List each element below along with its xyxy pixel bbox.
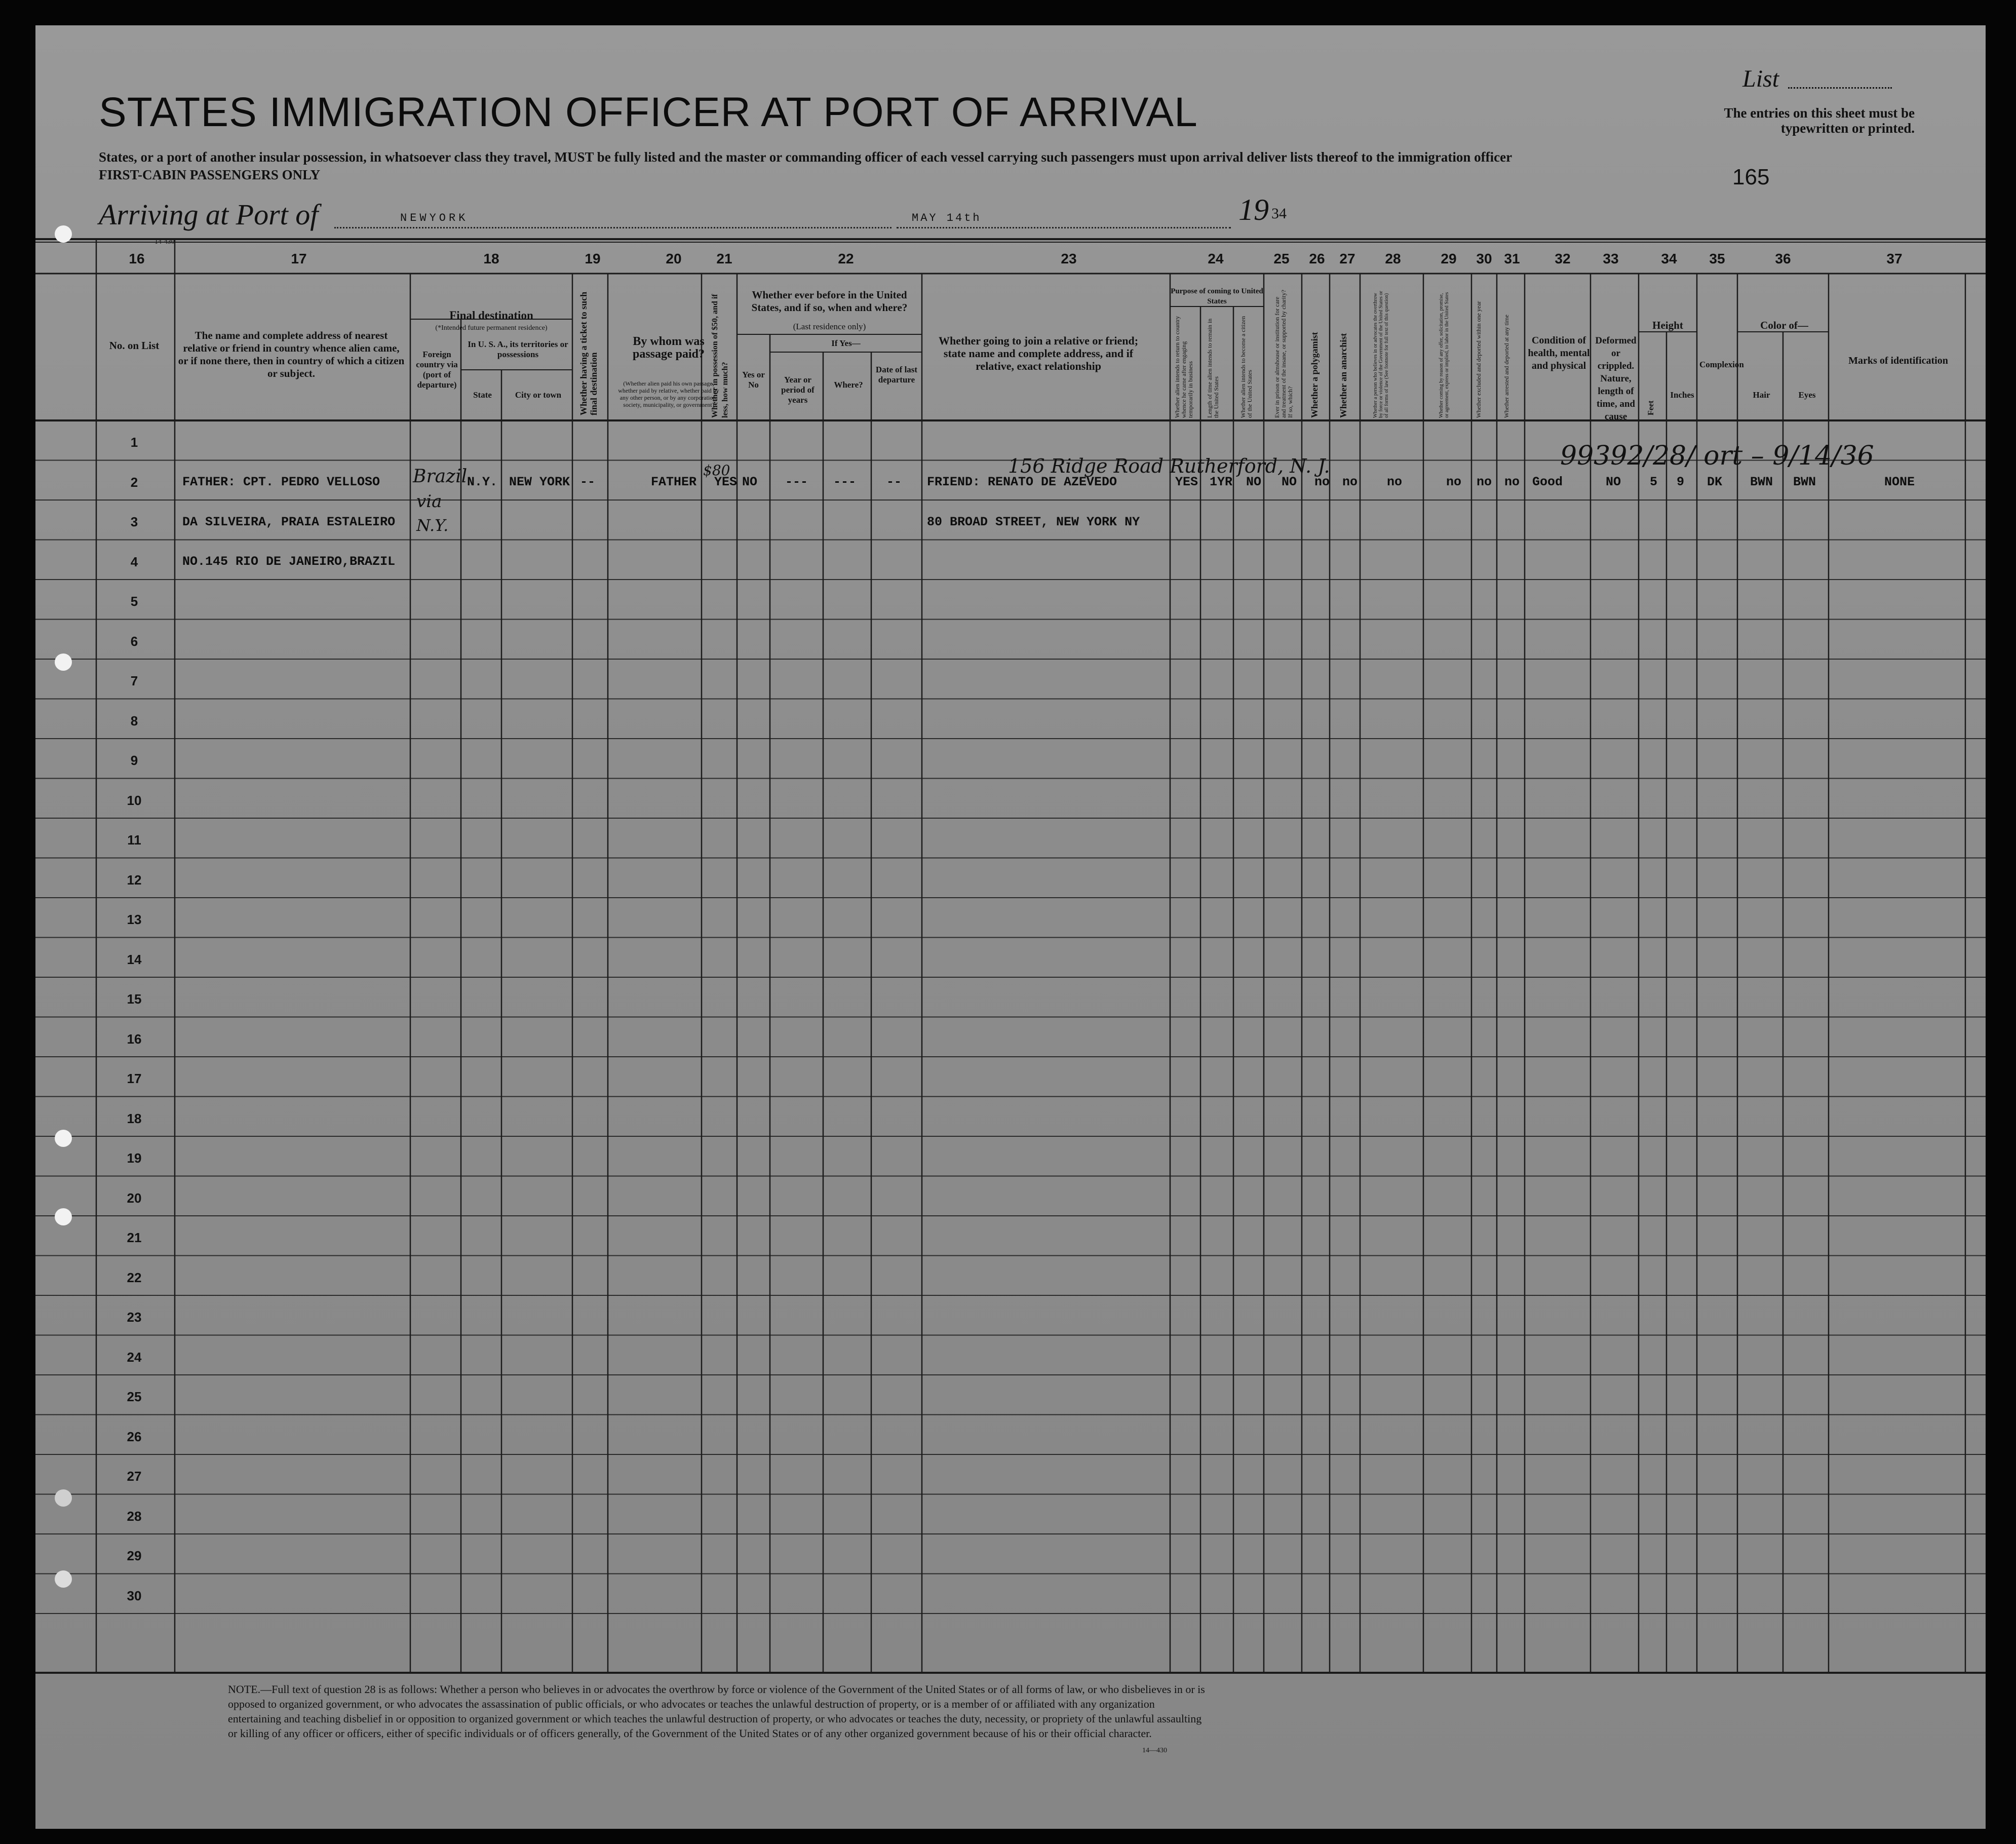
row-number: 9 <box>130 753 138 768</box>
header-height: Height <box>1652 319 1683 331</box>
row-number: 24 <box>127 1349 142 1365</box>
inches-value: 9 <box>1677 475 1685 489</box>
money-hw: $80 <box>703 462 730 479</box>
punch-hole <box>55 1208 72 1225</box>
colnum-30: 30 <box>1476 251 1492 266</box>
header-excluded: Whether excluded and deported within one year <box>1475 301 1482 418</box>
header-purpose-citizen: Whether alien intends to become a citizen of the United States <box>1239 316 1253 418</box>
form-code: 14-430 <box>154 238 175 246</box>
row-number: 10 <box>127 792 142 808</box>
header-hair: Hair <box>1753 390 1770 400</box>
via-hw: via <box>416 491 442 512</box>
deformed-value: NO <box>1606 475 1621 489</box>
colnum-31: 31 <box>1504 251 1520 266</box>
join-address-hw: 156 Ridge Road Rutherford, N. J. <box>1008 455 1330 477</box>
colnum-33: 33 <box>1603 251 1619 266</box>
row-number: 12 <box>127 872 142 888</box>
header-polygamist: Whether a polygamist <box>1309 332 1320 418</box>
colnum-24: 24 <box>1208 251 1224 266</box>
join-line-2: 80 BROAD STREET, NEW YORK NY <box>927 515 1140 529</box>
colnum-18: 18 <box>483 251 499 266</box>
row-number: 28 <box>127 1508 142 1524</box>
row-number: 8 <box>130 713 138 728</box>
year-value: 34 <box>1271 205 1287 222</box>
punch-hole <box>55 654 72 671</box>
row-number: 20 <box>127 1190 142 1206</box>
colnum-16: 16 <box>129 251 145 266</box>
prison-value: NO <box>1282 475 1297 489</box>
colnum-19: 19 <box>585 251 601 266</box>
grid-lines <box>35 25 1986 1677</box>
row-number: 22 <box>127 1270 142 1285</box>
passage-paid-value: FATHER <box>651 475 697 489</box>
colnum-20: 20 <box>666 251 682 266</box>
page-title: STATES IMMIGRATION OFFICER AT PORT OF ARRIVAL <box>99 89 1198 135</box>
eyes-value: BWN <box>1793 475 1816 489</box>
sheet-number: 165 <box>1732 165 1770 189</box>
row-number: 21 <box>127 1230 142 1245</box>
join-line-1: FRIEND: RENATO DE AZEVEDO <box>927 475 1117 489</box>
relative-line-3: NO.145 RIO DE JANEIRO,BRAZIL <box>182 554 396 569</box>
header-anarchist: Whether an anarchist <box>1338 333 1348 418</box>
row-number: 2 <box>130 474 138 490</box>
arrested-value: no <box>1504 475 1520 489</box>
colnum-17: 17 <box>291 251 307 266</box>
header-passage-paid-sub: (Whether alien paid his own passage, whether paid by relative, whether paid by any other person, or by any corporation, society, municipality, or government) <box>618 380 719 408</box>
header-passage-paid: By whom was passage paid? <box>632 335 705 361</box>
colnum-25: 25 <box>1273 251 1290 266</box>
colnum-23: 23 <box>1061 251 1077 266</box>
class-line: FIRST-CABIN PASSENGERS ONLY <box>99 167 321 182</box>
row-number: 27 <box>127 1469 142 1484</box>
colnum-27: 27 <box>1339 251 1355 266</box>
header-marks: Marks of identification <box>1848 355 1948 366</box>
colnum-36: 36 <box>1775 251 1791 266</box>
colnum-37: 37 <box>1886 251 1903 266</box>
row-number: 29 <box>127 1548 142 1563</box>
state-value: N.Y. <box>467 475 498 489</box>
header-arrested: Whether arrested and deported at any time <box>1503 315 1510 418</box>
row-number: 15 <box>127 991 142 1007</box>
footnote-code: 14—430 <box>1142 1747 1167 1754</box>
certificate-annotation-hw: 99392/28/ ort – 9/14/36 <box>1560 441 1874 471</box>
header-where: Where? <box>834 380 863 390</box>
header-overthrow: Whether a person who believes in or advocates the overthrow by force or violence of the Government of the United States or of all forms of law (See footnote for full text of this question) <box>1373 291 1389 418</box>
city-value: NEW YORK <box>509 475 570 489</box>
length-stay-value: 1YR <box>1210 475 1233 489</box>
where-value: --- <box>833 475 857 489</box>
punch-hole <box>55 1130 72 1147</box>
header-money: Whether in possession of $50, and if less, how much? <box>711 294 729 418</box>
complexion-value: DK <box>1707 475 1723 489</box>
header-complexion: Complexion <box>1699 360 1744 369</box>
header-deformed: Deformed or crippled. Nature, length of time, and cause <box>1595 335 1637 422</box>
header-going-to-join: Whether going to join a relative or friend; state name and complete address, and if relative, exact relationship <box>938 334 1139 372</box>
row-number: 19 <box>127 1150 142 1166</box>
header-ever-before-sub: (Last residence only) <box>793 322 866 331</box>
colnum-35: 35 <box>1709 251 1725 266</box>
header-ticket: Whether having a ticket to such final destination <box>578 291 599 415</box>
colnum-21: 21 <box>716 251 732 266</box>
header-feet: Feet <box>1647 400 1655 415</box>
row-number: 13 <box>127 912 142 927</box>
arriving-label: Arriving at Port of <box>99 198 319 231</box>
header-purpose-return: Whether alien intends to return to country whence he came after engaging temporarily in business <box>1174 316 1194 418</box>
header-nearest-relative: The name and complete address of nearest relative or friend in country whence alien came, or if none there, then in country of which a citizen or subject. <box>178 329 405 379</box>
header-health: Condition of health, mental and physical <box>1528 335 1590 371</box>
row-number: 30 <box>127 1588 142 1603</box>
punch-hole <box>55 225 72 243</box>
date-value: MAY 14th <box>912 212 982 224</box>
header-labor-offer: Whether coming by reason of any offer, solicitation, promise, or agreement, express or implied, to labor in the United States <box>1439 292 1450 418</box>
colnum-32: 32 <box>1555 251 1571 266</box>
before-us-value: NO <box>742 475 758 489</box>
health-value: Good <box>1532 475 1563 489</box>
row-number: 1 <box>130 435 138 450</box>
header-year-period: Year or period of years <box>781 375 815 405</box>
row-number: 11 <box>127 832 141 848</box>
header-date-last-departure: Date of last departure <box>875 365 918 385</box>
purpose-return-value: YES <box>1175 475 1198 489</box>
relative-line-1: FATHER: CPT. PEDRO VELLOSO <box>182 475 380 489</box>
header-color-of: Color of— <box>1760 319 1808 331</box>
marks-value: NONE <box>1884 475 1915 489</box>
departure-date-value: -- <box>886 475 902 489</box>
year-prefix: 19 <box>1238 193 1269 226</box>
header-in-usa: In U. S. A., its territories or possessions <box>468 339 568 359</box>
punch-hole <box>55 1489 72 1507</box>
money-value: YES <box>714 475 738 489</box>
overthrow-value: no <box>1387 475 1403 489</box>
header-final-destination-sub: (*Intended future permanent residence) <box>435 324 548 332</box>
header-final-destination: Final destination <box>449 309 533 322</box>
row-number: 5 <box>130 594 138 609</box>
header-eyes: Eyes <box>1798 390 1816 400</box>
become-citizen-value: NO <box>1246 475 1262 489</box>
port-value: NEWYORK <box>400 212 469 224</box>
polygamist-value: no <box>1314 475 1330 489</box>
row-number: 7 <box>130 673 138 688</box>
row-number: 23 <box>127 1310 142 1325</box>
relative-line-2: DA SILVEIRA, PRAIA ESTALEIRO <box>182 515 396 529</box>
header-no-on-list: No. on List <box>109 339 160 352</box>
feet-value: 5 <box>1650 475 1658 489</box>
header-purpose-length: Length of time alien intends to remain in the United States <box>1206 318 1220 418</box>
entries-note: The entries on this sheet must be typewritten or printed. <box>1724 105 1915 136</box>
header-ever-before: Whether ever before in the United States, and if so, when and where? <box>751 289 908 314</box>
footnote: NOTE.—Full text of question 28 is as follows: Whether a person who believes in or advocates the overthrow by force or violence of the Government of the United States or of all forms of law, or who disbelieves in or is opposed to organized government, or who advocates the assassination of public officials, or who advocates or teaches the unlawful destruction of property, or is a member of or affiliated with any organization entertaining and teaching disbelief in or opposition to organized government or which teaches the unlawful destruction of property, or who advocates or teaches the duty, necessity, or propriety of the unlawful assaulting or killing of any officer or officers, either of specific individuals or of officers generally, of the Government of the United States or of any other organized government because of his or their official character. <box>228 1683 1205 1740</box>
hair-value: BWN <box>1750 475 1773 489</box>
header-city: City or town <box>515 390 562 400</box>
excluded-value: no <box>1477 475 1492 489</box>
colnum-22: 22 <box>838 251 854 266</box>
row-number: 17 <box>127 1071 142 1086</box>
colnum-28: 28 <box>1385 251 1401 266</box>
row-number: 26 <box>127 1429 142 1444</box>
header-prison: Ever in prison or almshouse or institution for care and treatment of the insane, or supported by charity? If so, which? <box>1273 290 1294 418</box>
header-foreign-country: Foreign country via (port of departure) <box>416 350 458 390</box>
port-departure-hw: N.Y. <box>416 516 449 535</box>
years-value: --- <box>785 475 808 489</box>
colnum-26: 26 <box>1309 251 1325 266</box>
labor-offer-value: no <box>1446 475 1462 489</box>
header-inches: Inches <box>1670 390 1694 400</box>
row-number: 4 <box>130 554 138 569</box>
colnum-34: 34 <box>1661 251 1677 266</box>
header-purpose: Purpose of coming to United States <box>1171 287 1263 305</box>
row-number: 18 <box>127 1110 142 1126</box>
row-number: 3 <box>130 514 138 529</box>
foreign-country-hw: Brazil <box>413 466 468 487</box>
list-label: List <box>1742 65 1779 92</box>
colnum-29: 29 <box>1441 251 1457 266</box>
ticket-value: -- <box>580 475 596 489</box>
anarchist-value: no <box>1342 475 1358 489</box>
instructions-line: States, or a port of another insular possession, in whatsoever class they travel, MUST be fully listed and the master or commanding officer of each vessel carrying such passengers must upon arrival deliver lists thereof to the immigration officer <box>99 149 1513 165</box>
row-number: 14 <box>127 951 142 967</box>
header-if-yes: If Yes— <box>831 338 861 348</box>
row-number: 25 <box>127 1389 142 1404</box>
punch-hole <box>55 1570 72 1588</box>
header-state: State <box>473 390 492 400</box>
row-number: 16 <box>127 1031 142 1047</box>
manifest-sheet <box>35 25 1986 1829</box>
header-yes-or-no: Yes or No <box>742 370 765 390</box>
row-number: 6 <box>130 633 138 649</box>
